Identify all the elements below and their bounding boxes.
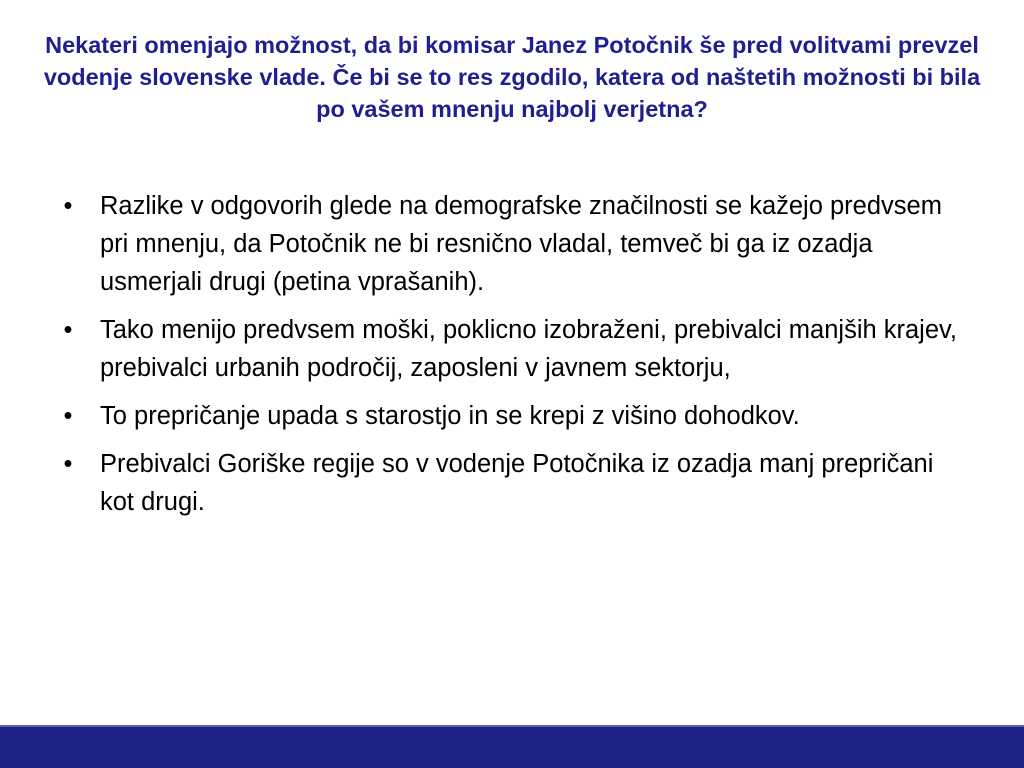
bullet-dot-icon: • (63, 316, 73, 344)
bullet-text: Razlike v odgovorih glede na demografske značilnosti se kažejo predvsem pri mnenju, da Potočnik ne bi resnično vladal, temveč bi ga iz ozadja usmerjali drugi (petina vprašanih). (100, 192, 942, 296)
bullet-dot-icon: • (63, 450, 73, 478)
bullet-item (58, 187, 958, 301)
bullet-list (58, 187, 958, 531)
slide-title: Nekateri omenjajo možnost, da bi komisar Janez Potočnik še pred volitvami prevzel vodenje slovenske vlade. Če bi se to res zgodilo, katera od naštetih možnosti bi bila po vašem mnenju najbolj verjetna? (43, 32, 981, 122)
bullet-item (58, 397, 958, 435)
bullet-item (58, 445, 958, 521)
bullet-item (58, 311, 958, 387)
bullet-text: To prepričanje upada s starostjo in se krepi z višino dohodkov. (100, 402, 800, 430)
footer-bar (0, 727, 1024, 768)
bullet-text: Prebivalci Goriške regije so v vodenje Potočnika iz ozadja manj prepričani kot drugi. (100, 450, 934, 516)
bullet-dot-icon: • (63, 192, 73, 220)
bullet-dot-icon: • (63, 402, 73, 430)
bullet-text: Tako menijo predvsem moški, poklicno izobraženi, prebivalci manjših krajev, prebivalci urbanih področij, zaposleni v javnem sektorju, (100, 316, 957, 382)
